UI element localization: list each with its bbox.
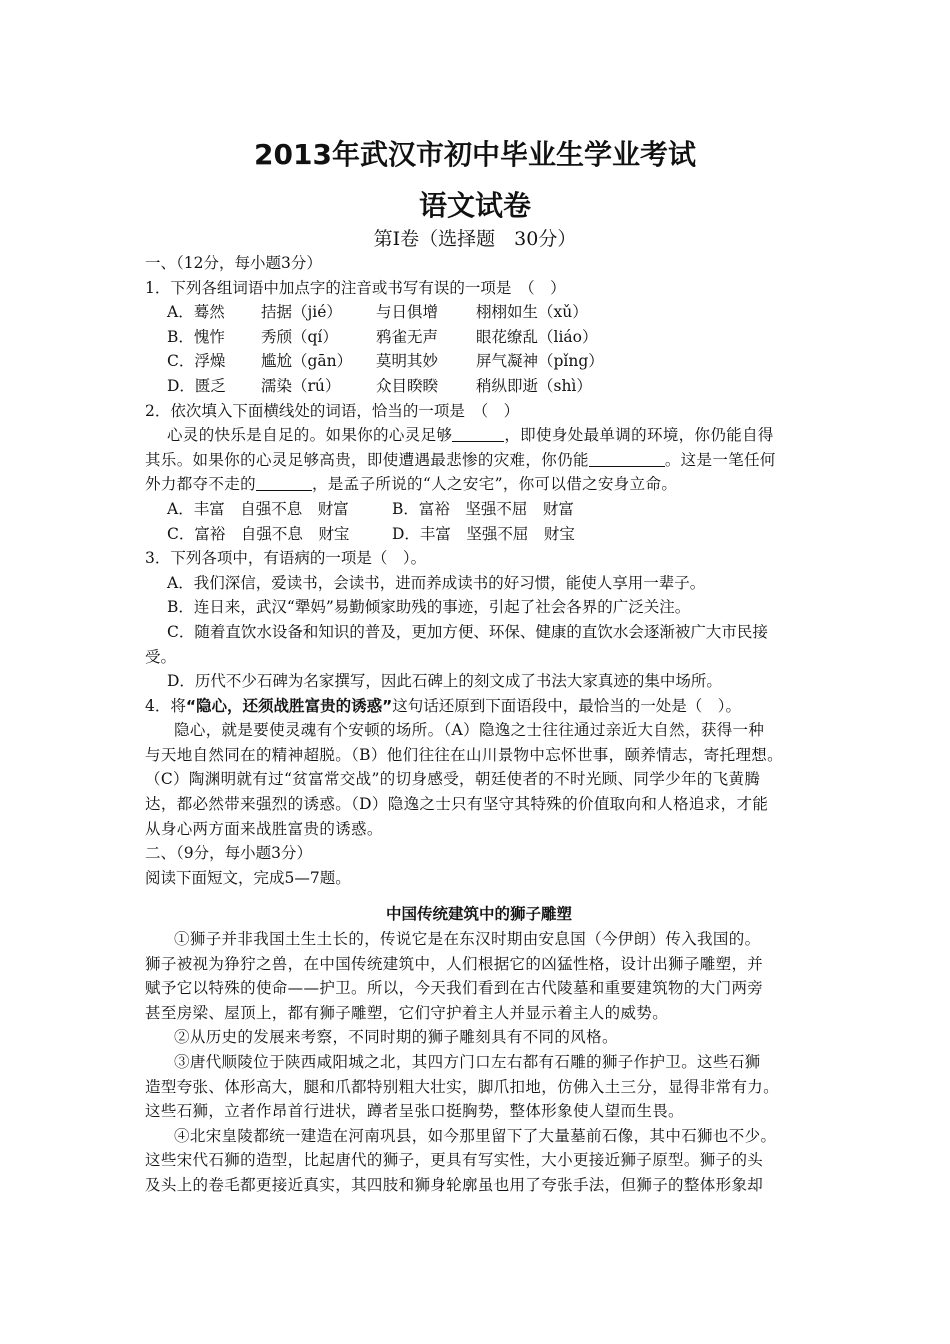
q2-stem: 2．依次填入下面横线处的词语，恰当的一项是 （ ） <box>145 401 520 420</box>
article-line: ④北宋皇陵都统一建造在河南巩县，如今那里留下了大量墓前石像，其中石狮也不少。 <box>174 1126 777 1145</box>
q3-option-a: A．我们深信，爱读书，会读书，进而养成读书的好习惯，能使人享用一辈子。 <box>167 573 706 592</box>
q2-text: ，即使身处最单调的环境，你仍能自得 <box>504 426 774 445</box>
q1-d-word2: 濡染（rú） <box>261 376 341 395</box>
q4-passage-line: 隐心，就是要使灵魂有个安顿的场所。（A）隐逸之士往往通过亲近大自然，获得一种 <box>174 721 765 740</box>
q4-stem-pre: 4．将 <box>145 696 186 715</box>
exam-body <box>145 251 813 1198</box>
q2-blank-3 <box>256 474 312 491</box>
q2-option-d: D．丰富 坚强不屈 财宝 <box>392 524 575 543</box>
q3-option-d: D．历代不少石碑为名家撰写，因此石碑上的刻文成了书法大家真迹的集中场所。 <box>167 672 722 691</box>
q1-c-word2: 尴尬（gān） <box>261 352 353 371</box>
q4-stem <box>145 694 813 719</box>
q2-option-a: A．丰富 自强不息 财富 <box>167 499 349 518</box>
q3-stem: 3．下列各项中，有语病的一项是（ ）。 <box>145 549 427 568</box>
q1-d-word3: 众目睽睽 <box>376 376 439 395</box>
article-line: ③唐代顺陵位于陕西咸阳城之北，其四方门口左右都有石雕的狮子作护卫。这些石狮 <box>174 1053 761 1071</box>
q1-c-word4: 屏气凝神（pǐng） <box>476 352 604 371</box>
q4-stem-post: 这句话还原到下面语段中，最恰当的一处是（ ）。 <box>392 696 742 715</box>
article-line: 造型夸张、体形高大，腿和爪都特别粗大壮实，脚爪扣地，仿佛入土三分，显得非常有力。 <box>145 1077 780 1096</box>
q2-text: 其乐。如果你的心灵足够高贵，即使遭遇最悲惨的灾难，你仍能 <box>145 450 589 469</box>
article-line: 这些石狮，立者作昂首行进状，蹲者呈张口挺胸势，整体形象使人望而生畏。 <box>145 1102 684 1121</box>
q2-options-row1 <box>145 497 813 522</box>
section2-intro: 阅读下面短文，完成5—7题。 <box>145 868 351 887</box>
q4-passage-line: 达，都必然带来强烈的诱惑。（D）隐逸之士只有坚守其特殊的价值取向和人格追求，才能 <box>145 795 769 814</box>
section1-heading: 一、（12分，每小题3分） <box>145 254 322 272</box>
q2-blank-1 <box>452 425 504 442</box>
q4-passage-line: （C）陶渊明就有过“贫富常交战”的切身感受，朝廷使者的不时光顾、同学少年的飞黄腾 <box>145 770 761 789</box>
q1-b-word1: B．愧怍 <box>167 327 225 346</box>
article-line: 及头上的卷毛都更接近真实，其四肢和狮身轮廓虽也用了夸张手法，但狮子的整体形象却 <box>145 1175 764 1194</box>
q1-b-word2: 秀颀（qí） <box>261 327 338 346</box>
q1-c-word1: C．浮燥 <box>167 352 226 371</box>
spacer <box>145 890 813 902</box>
q1-a-word3: 与日俱增 <box>376 303 439 322</box>
q2-passage-line1 <box>145 423 813 448</box>
q1-option-d <box>145 374 813 399</box>
q2-text: 外力都夺不走的 <box>145 475 256 494</box>
q1-d-word1: D．匮乏 <box>167 376 226 395</box>
q1-option-b <box>145 325 813 350</box>
section2-heading: 二、（9分，每小题3分） <box>145 844 312 863</box>
article-line: 赋予它以特殊的使命——护卫。所以，今天我们看到在古代陵墓和重要建筑物的大门两旁 <box>145 979 764 998</box>
article-line: ②从历史的发展来考察，不同时期的狮子雕刻具有不同的风格。 <box>174 1028 618 1047</box>
article-line: 这些宋代石狮的造型，比起唐代的狮子，更具有写实性，大小更接近狮子原型。狮子的头 <box>145 1151 764 1170</box>
q2-blank-2 <box>589 450 665 467</box>
article-line: ①狮子并非我国土生土长的，传说它是在东汉时期由安息国（今伊朗）传入我国的。 <box>174 930 761 949</box>
q2-text: 。这是一笔任何 <box>664 450 776 469</box>
q4-passage-line: 与天地自然同在的精神超脱。（B）他们往往在山川景物中忘怀世事，颐养情志，寄托理想。 <box>145 745 783 764</box>
q1-d-word4: 稍纵即逝（shì） <box>476 376 592 395</box>
part-heading: 第Ⅰ卷（选择题 30分） <box>373 228 577 250</box>
exam-subtitle: 语文试卷 <box>418 189 531 222</box>
q1-b-word3: 鸦雀无声 <box>376 327 439 346</box>
q1-a-word1: A．蓦然 <box>167 303 225 322</box>
q2-passage-line2 <box>145 448 813 473</box>
exam-title: 2013年武汉市初中毕业生学业考试 <box>254 138 696 171</box>
q4-quote: “隐心，还须战胜富贵的诱惑” <box>185 696 393 715</box>
article-line: 狮子被视为狰狞之兽，在中国传统建筑中，人们根据它的凶猛性格，设计出狮子雕塑，并 <box>145 954 764 973</box>
q1-option-a <box>145 300 813 325</box>
q2-passage-line3 <box>145 472 813 497</box>
article-title: 中国传统建筑中的狮子雕塑 <box>385 905 572 924</box>
q1-b-word4: 眼花缭乱（liáo） <box>476 327 598 346</box>
article-line: 甚至房梁、屋顶上，都有狮子雕塑，它们守护着主人并显示着主人的威势。 <box>145 1003 669 1022</box>
q2-text: 心灵的快乐是自足的。如果你的心灵足够 <box>167 426 453 445</box>
q2-options-row2 <box>145 522 813 547</box>
q2-option-c: C．富裕 自强不息 财宝 <box>167 524 350 543</box>
q1-a-word2: 拮据（jié） <box>261 303 342 322</box>
q3-option-c: C．随着直饮水设备和知识的普及，更加方便、环保、健康的直饮水会逐渐被广大市民接 <box>167 622 768 641</box>
q3-option-b: B．连日来，武汉“犟妈”易勤倾家助残的事迹，引起了社会各界的广泛关注。 <box>167 598 691 617</box>
q2-option-b: B．富裕 坚强不屈 财富 <box>392 499 574 518</box>
q2-text: ，是孟子所说的“人之安宅”，你可以借之安身立命。 <box>311 475 678 494</box>
q3-option-c-cont: 受。 <box>145 647 177 666</box>
q1-option-c <box>145 349 813 374</box>
q1-a-word4: 栩栩如生（xǔ） <box>476 303 588 322</box>
q1-c-word3: 莫明其妙 <box>376 352 439 371</box>
q4-passage-line: 从身心两方面来战胜富贵的诱惑。 <box>145 819 383 838</box>
q1-stem: 1．下列各组词语中加点字的注音或书写有误的一项是 （ ） <box>145 278 566 297</box>
